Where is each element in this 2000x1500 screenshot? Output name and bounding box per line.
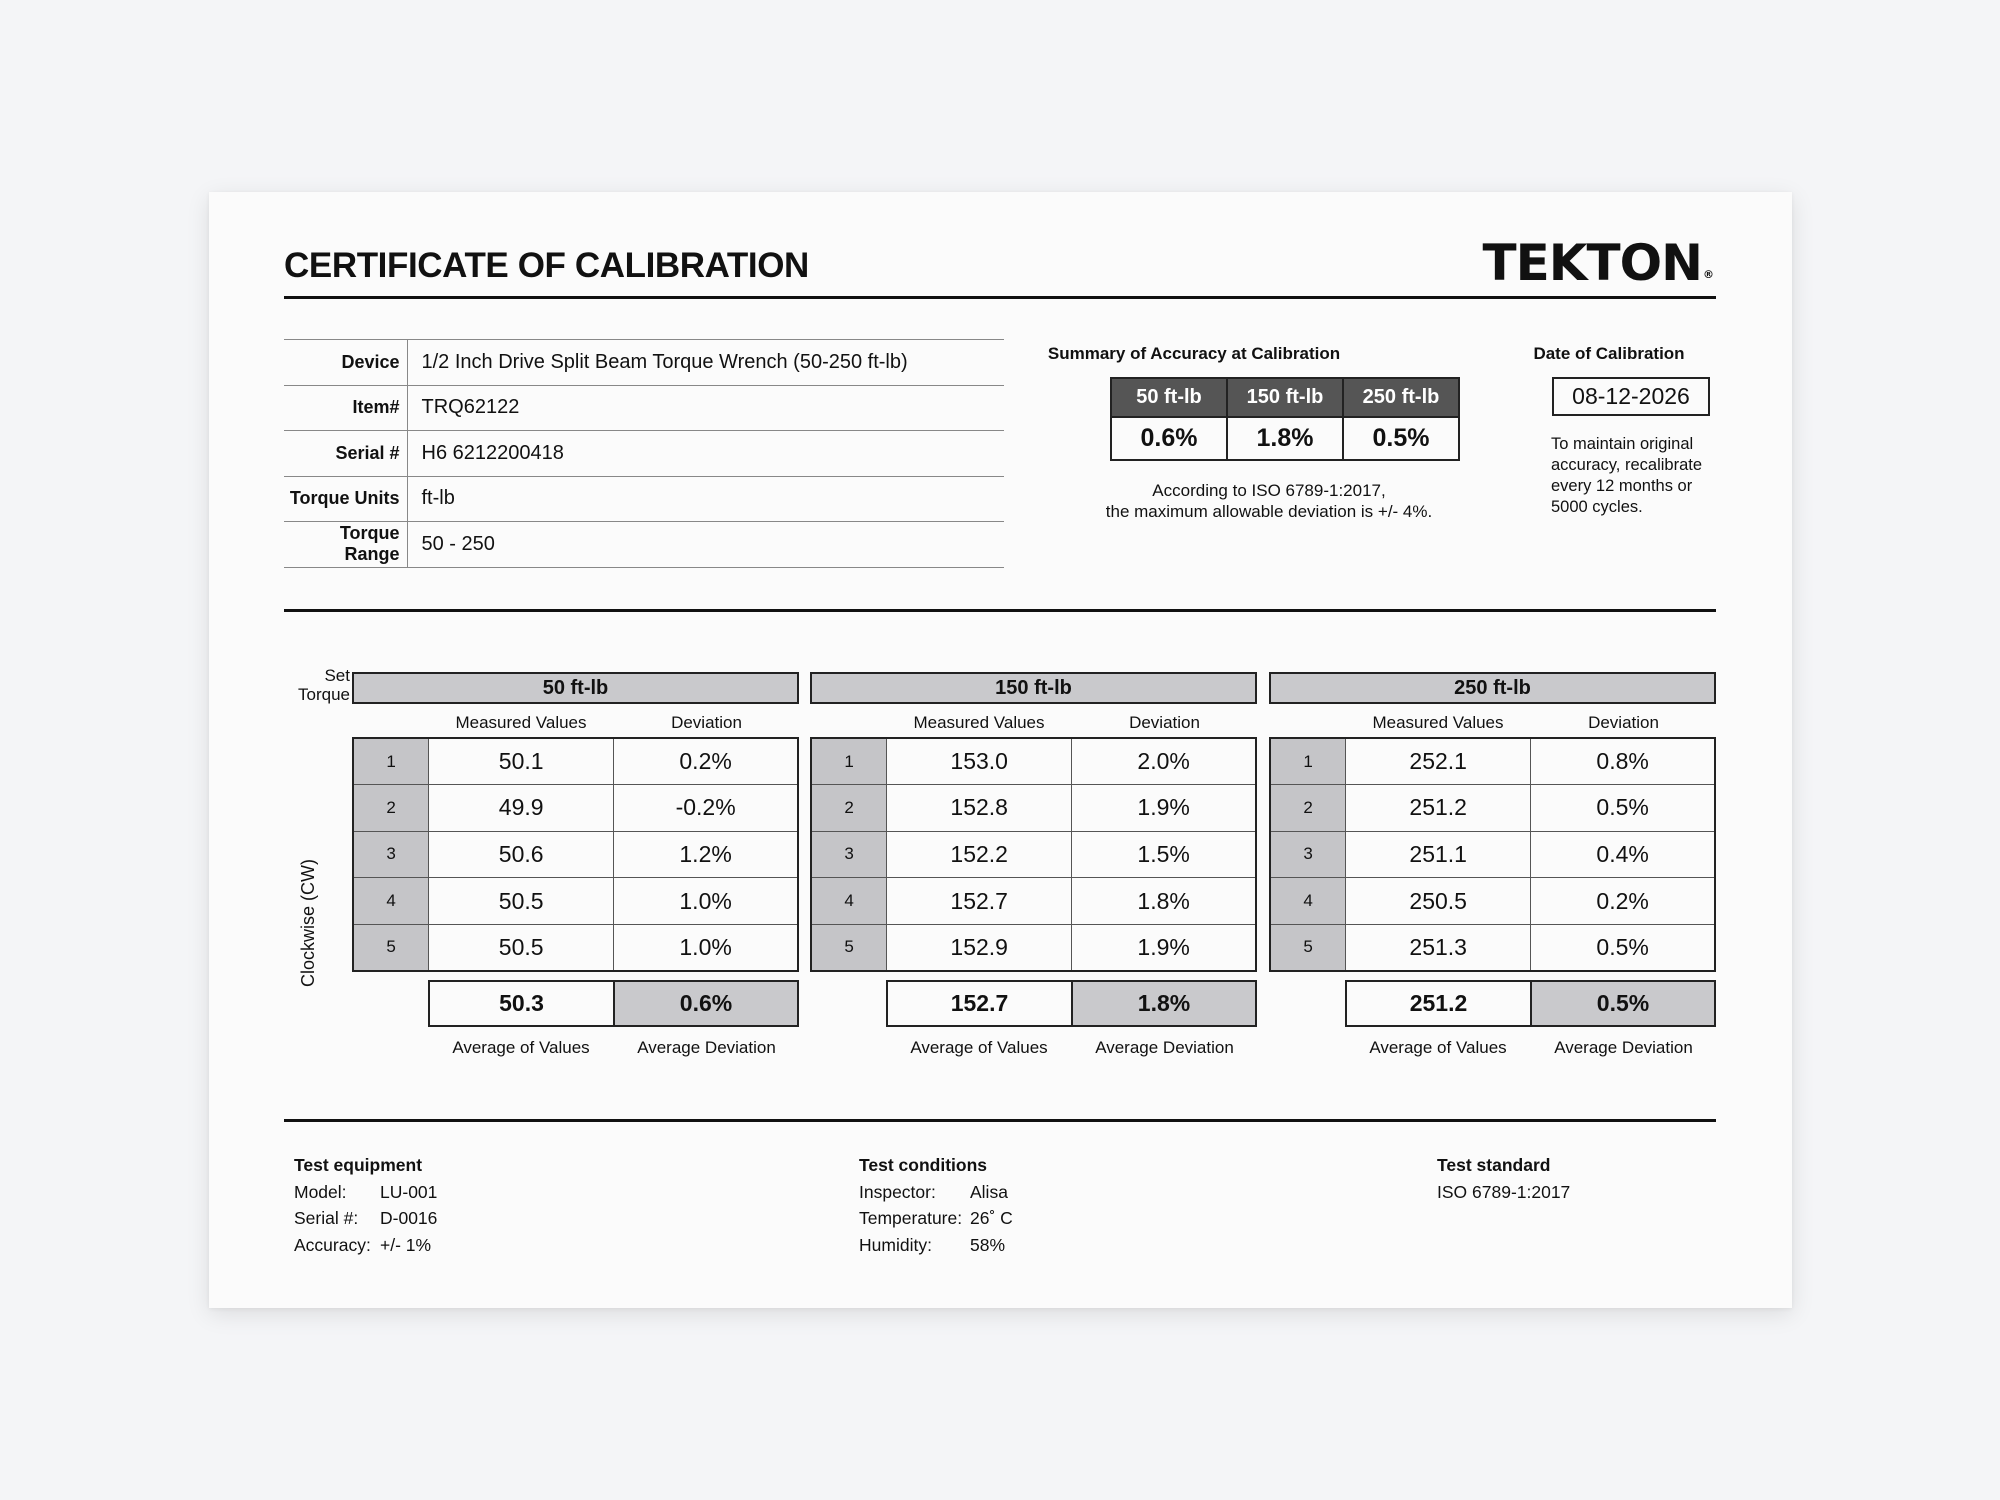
average-deviation-label: Average Deviation [637, 1038, 776, 1057]
measured-value: 152.9 [887, 924, 1072, 971]
deviation-value: 1.8% [1072, 878, 1256, 925]
trial-number: 5 [811, 924, 887, 971]
deviation-value: 0.5% [1531, 785, 1715, 832]
set-torque-header: 150 ft-lb [810, 672, 1257, 704]
info-row-item [284, 385, 1004, 431]
summary-note-line: the maximum allowable deviation is +/- 4%. [1105, 502, 1433, 521]
conditions-label: Inspector: [859, 1181, 936, 1202]
info-value: ft-lb [407, 476, 1004, 522]
measured-values-header: Measured Values [913, 713, 1045, 732]
average-row [886, 980, 1257, 1027]
measurement-row [353, 924, 798, 971]
deviation-value: 1.0% [614, 924, 798, 971]
average-value: 251.2 [1347, 982, 1532, 1025]
deviation-value: 1.5% [1072, 831, 1256, 878]
header-divider [284, 296, 1716, 299]
info-row-serial [284, 431, 1004, 477]
measured-value: 50.5 [429, 924, 614, 971]
trial-number: 4 [811, 878, 887, 925]
measured-value: 153.0 [887, 738, 1072, 785]
direction-label: Clockwise (CW) [298, 859, 318, 987]
measured-value: 152.8 [887, 785, 1072, 832]
measured-value: 49.9 [429, 785, 614, 832]
measurement-row [811, 924, 1256, 971]
conditions-value: 26˚ C [970, 1208, 1013, 1228]
date-title: Date of Calibration [1533, 344, 1685, 363]
measurement-row [811, 831, 1256, 878]
measurement-row [1270, 785, 1715, 832]
trial-number: 3 [1270, 831, 1346, 878]
deviation-value: 0.2% [1531, 878, 1715, 925]
info-label: Torque Units [284, 476, 407, 522]
deviation-value: 1.2% [614, 831, 798, 878]
measured-value: 152.2 [887, 831, 1072, 878]
info-value: H6 6212200418 [407, 431, 1004, 477]
measurement-row [1270, 878, 1715, 925]
measurement-row [353, 831, 798, 878]
equipment-label: Model: [294, 1181, 347, 1202]
recalibration-note-line: To maintain original [1551, 435, 1694, 453]
measurement-table [352, 737, 799, 972]
trial-number: 1 [353, 738, 429, 785]
trial-number: 5 [353, 924, 429, 971]
measurement-row [811, 878, 1256, 925]
summary-title: Summary of Accuracy at Calibration [1047, 344, 1341, 363]
trial-number: 4 [1270, 878, 1346, 925]
measurement-row [353, 738, 798, 785]
measurement-row [353, 785, 798, 832]
info-row-range [284, 522, 1004, 568]
average-deviation-label: Average Deviation [1095, 1038, 1234, 1057]
trial-number: 2 [811, 785, 887, 832]
measured-value: 50.6 [429, 831, 614, 878]
test-conditions [859, 1152, 1013, 1258]
measured-values-header: Measured Values [1372, 713, 1504, 732]
conditions-value: Alisa [970, 1181, 1008, 1202]
summary-value: 0.5% [1343, 417, 1459, 460]
average-values-label: Average of Values [1369, 1038, 1507, 1057]
measurement-row [1270, 738, 1715, 785]
conditions-label: Temperature: [859, 1208, 963, 1228]
section-divider [284, 609, 1716, 612]
measurement-row [811, 785, 1256, 832]
info-label: Item# [284, 385, 407, 431]
measurement-row [811, 738, 1256, 785]
info-row-device [284, 340, 1004, 386]
registered-mark: ® [1703, 268, 1714, 281]
trial-number: 5 [1270, 924, 1346, 971]
deviation-value: 0.4% [1531, 831, 1715, 878]
deviation-value: 2.0% [1072, 738, 1256, 785]
summary-note-line: According to ISO 6789-1:2017, [1152, 481, 1386, 500]
trial-number: 3 [353, 831, 429, 878]
info-value: 1/2 Inch Drive Split Beam Torque Wrench (50-250 ft-lb) [407, 340, 1004, 386]
certificate-sheet [209, 192, 1792, 1308]
deviation-header: Deviation [1129, 713, 1200, 732]
trial-number: 2 [1270, 785, 1346, 832]
measurement-row [353, 878, 798, 925]
brand-name: TEKTON [1482, 234, 1702, 292]
measured-value: 251.1 [1346, 831, 1531, 878]
recalibration-note [1551, 434, 1731, 518]
brand-logo [1483, 234, 1714, 292]
average-value: 50.3 [430, 982, 615, 1025]
measurement-table [1269, 737, 1716, 972]
info-value: 50 - 250 [407, 522, 1004, 568]
average-deviation: 0.5% [1532, 982, 1714, 1025]
equipment-value: +/- 1% [380, 1234, 432, 1255]
deviation-value: 0.2% [614, 738, 798, 785]
recalibration-note-line: accuracy, recalibrate [1551, 456, 1703, 474]
info-label: Device [284, 340, 407, 386]
set-torque-label-line: Set [324, 666, 350, 685]
calibration-date: 08-12-2026 [1552, 377, 1710, 416]
summary-value: 0.6% [1111, 417, 1227, 460]
trial-number: 1 [1270, 738, 1346, 785]
measured-value: 252.1 [1346, 738, 1531, 785]
deviation-value: 1.0% [614, 878, 798, 925]
measured-value: 251.2 [1346, 785, 1531, 832]
summary-table [1110, 377, 1460, 461]
set-torque-header: 50 ft-lb [352, 672, 799, 704]
deviation-value: -0.2% [614, 785, 798, 832]
trial-number: 2 [353, 785, 429, 832]
recalibration-note-line: every 12 months or [1551, 477, 1693, 495]
average-deviation: 1.8% [1073, 982, 1255, 1025]
set-torque-label [280, 666, 350, 704]
set-torque-header: 250 ft-lb [1269, 672, 1716, 704]
info-row-units [284, 476, 1004, 522]
deviation-value: 1.9% [1072, 785, 1256, 832]
average-values-label: Average of Values [910, 1038, 1048, 1057]
measured-values-header: Measured Values [455, 713, 587, 732]
measured-value: 250.5 [1346, 878, 1531, 925]
device-info-table [284, 339, 1004, 568]
set-torque-label-line: Torque [298, 685, 350, 704]
summary-header: 150 ft-lb [1227, 378, 1343, 417]
measurement-row [1270, 831, 1715, 878]
average-value: 152.7 [888, 982, 1073, 1025]
equipment-label: Serial #: [294, 1208, 359, 1228]
average-deviation: 0.6% [615, 982, 797, 1025]
deviation-header: Deviation [1588, 713, 1659, 732]
average-deviation-label: Average Deviation [1554, 1038, 1693, 1057]
summary-value: 1.8% [1227, 417, 1343, 460]
test-equipment-title: Test equipment [294, 1155, 423, 1175]
measured-value: 251.3 [1346, 924, 1531, 971]
measured-value: 50.5 [429, 878, 614, 925]
test-standard-value: ISO 6789-1:2017 [1437, 1181, 1571, 1202]
equipment-value: LU-001 [380, 1181, 438, 1202]
trial-number: 1 [811, 738, 887, 785]
equipment-value: D-0016 [380, 1208, 438, 1228]
recalibration-note-line: 5000 cycles. [1551, 498, 1643, 516]
test-standard-title: Test standard [1437, 1155, 1551, 1175]
info-label: Torque Range [284, 522, 407, 568]
summary-header: 250 ft-lb [1343, 378, 1459, 417]
conditions-label: Humidity: [859, 1234, 932, 1255]
test-conditions-title: Test conditions [859, 1155, 988, 1175]
measured-value: 152.7 [887, 878, 1072, 925]
deviation-value: 1.9% [1072, 924, 1256, 971]
info-value: TRQ62122 [407, 385, 1004, 431]
average-row [1345, 980, 1716, 1027]
info-label: Serial # [284, 431, 407, 477]
measurement-table [810, 737, 1257, 972]
equipment-label: Accuracy: [294, 1234, 371, 1255]
test-standard [1437, 1152, 1570, 1205]
trial-number: 4 [353, 878, 429, 925]
deviation-value: 0.8% [1531, 738, 1715, 785]
deviation-value: 0.5% [1531, 924, 1715, 971]
summary-header: 50 ft-lb [1111, 378, 1227, 417]
footer-divider [284, 1119, 1716, 1122]
page-title: CERTIFICATE OF CALIBRATION [284, 246, 809, 285]
conditions-value: 58% [970, 1234, 1006, 1255]
deviation-header: Deviation [671, 713, 742, 732]
trial-number: 3 [811, 831, 887, 878]
measured-value: 50.1 [429, 738, 614, 785]
average-values-label: Average of Values [452, 1038, 590, 1057]
test-equipment [294, 1152, 437, 1258]
average-row [428, 980, 799, 1027]
measurement-row [1270, 924, 1715, 971]
summary-note [1069, 480, 1469, 522]
